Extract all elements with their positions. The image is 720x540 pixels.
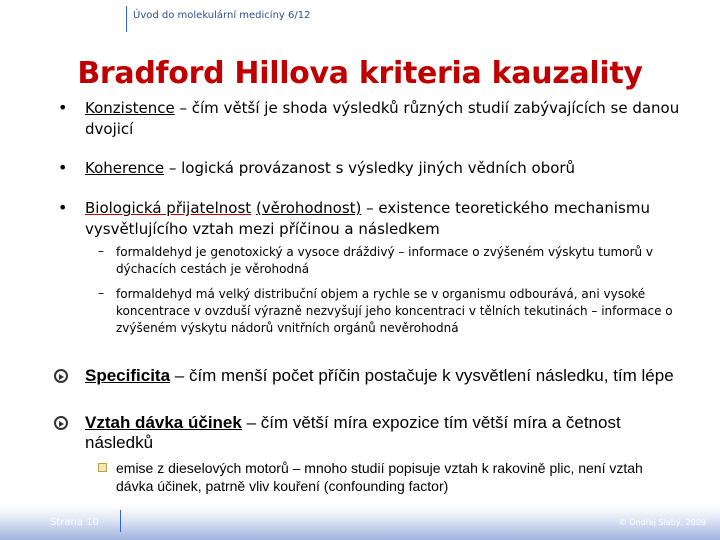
text-koherence: – logická provázanost s výsledky jiných vědních oborů — [164, 159, 576, 177]
arrow-bullet-vztah-davka-ucinek — [85, 413, 685, 453]
text-specificita: – čím menší počet příčin postačuje k vysvětlení následku, tím lépe — [170, 366, 674, 385]
slide-title: Bradford Hillova kriteria kauzality — [77, 56, 643, 91]
term-konzistence: Konzistence — [85, 99, 175, 117]
header-divider — [126, 6, 127, 32]
subitem-formaldehyd-1: formaldehyd je genotoxický a vysoce dráždivý – informace o zvýšeném výskytu tumorů v dýchacích cestách je věrohodná — [116, 245, 654, 276]
bullet-konzistence — [85, 98, 685, 140]
term-vztah-davka-ucinek: Vztah dávka účinek — [85, 413, 242, 432]
square-bullet-icon — [98, 463, 107, 472]
sub-dash: – — [98, 286, 104, 300]
bullet-dot: • — [58, 198, 68, 217]
text-konzistence: – čím větší je shoda výsledků různých studií zabývajících se danou dvojicí — [85, 99, 680, 138]
bullet-dot: • — [58, 158, 68, 177]
copyright: © Ondřej Slabý, 2009 — [618, 518, 706, 527]
course-header: Úvod do molekulární medicíny 6/12 — [133, 10, 311, 21]
term-koherence: Koherence — [85, 159, 165, 177]
term-specificita: Specificita — [85, 366, 171, 385]
term-biologicka-prijatelnost: Biologická přijatelnost — [85, 199, 252, 217]
footer-divider — [120, 510, 121, 532]
text-vztah-davka-ucinek: – čím větší míra expozice tím větší míra a četnost následků — [85, 413, 621, 452]
arrow-bullet-icon — [54, 416, 68, 430]
sub-dash: – — [98, 244, 104, 258]
term-verohodnost: (věrohodnost) — [255, 199, 362, 217]
bullet-dot: • — [58, 98, 68, 117]
arrow-bullet-icon — [54, 369, 68, 383]
arrow-bullet-specificita — [85, 366, 685, 386]
subitem-formaldehyd-2: formaldehyd má velký distribuční objem a rychle se v organismu odbourává, ani vysoké koncentrace v ovzduší výrazně nezvyšují jeho koncentraci v tělních tekutinách – informace o zvýšeném výskytu nádorů vnitřních orgánů nevěrohodná — [116, 287, 673, 335]
text-biologicka-prijatelnost: – existence teoretického mechanismu vysvětlujícího vztah mezi příčinou a následkem — [85, 199, 650, 238]
bullet-biologicka-prijatelnost — [85, 198, 685, 240]
subitem-dieselove-motory: emise z dieselových motorů – mnoho studií popisuje vztah k rakovině plic, není vztah dávka účinek, patrně vliv kouření (confounding factor) — [116, 460, 643, 494]
page-number: Strana 10 — [50, 517, 99, 528]
footer-bar — [0, 506, 720, 540]
bullet-koherence — [85, 158, 685, 179]
